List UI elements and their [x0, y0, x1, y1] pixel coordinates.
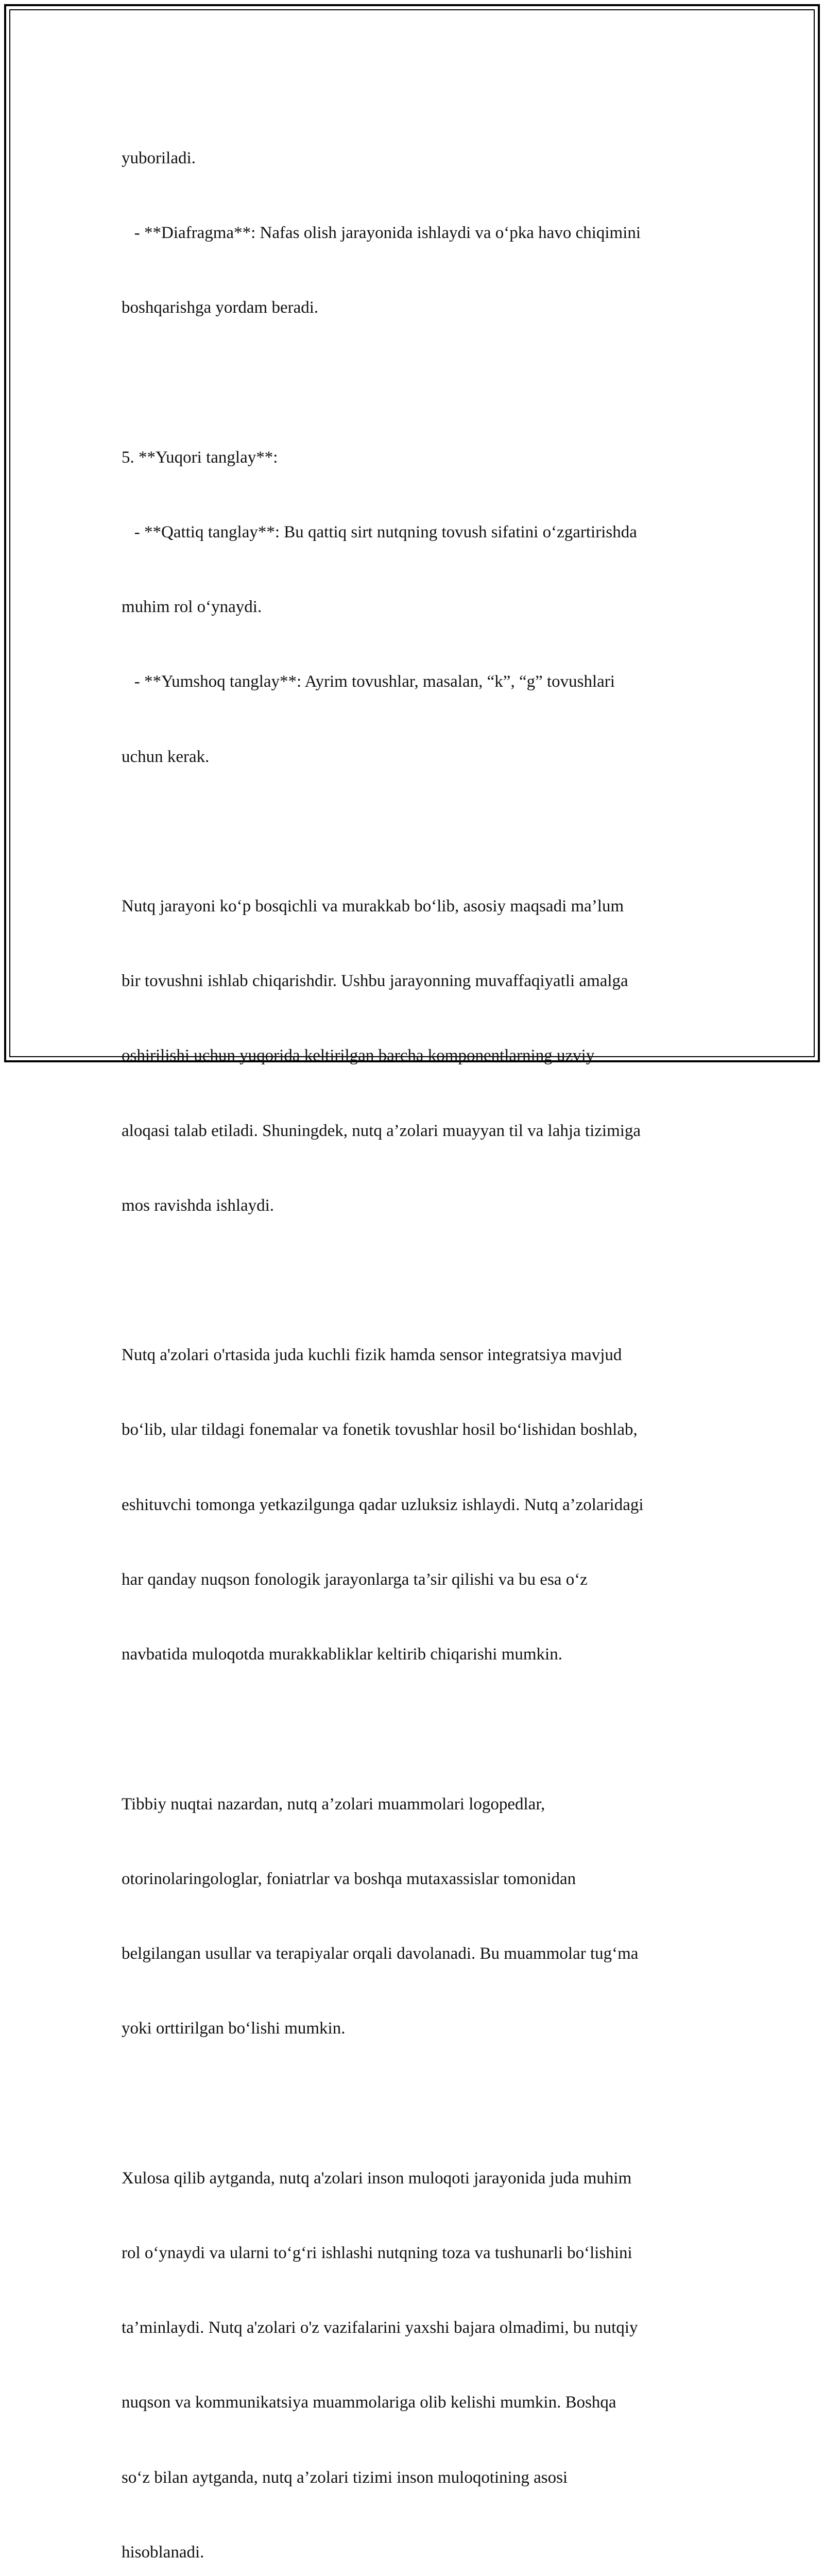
text-line: Xulosa qilib aytganda, nutq a'zolari inson muloqoti jarayonida juda muhim — [122, 2168, 632, 2188]
text-line: eshituvchi tomonga yetkazilgunga qadar uzluksiz ishlaydi. Nutq a’zolaridagi — [122, 1495, 644, 1514]
paragraph-nutq-jarayoni — [122, 844, 703, 1268]
text-line: Nutq a'zolari o'rtasida juda kuchli fizik hamda sensor integratsiya mavjud — [122, 1346, 622, 1365]
text-line: rol o‘ynaydi va ularni to‘g‘ri ishlashi nutqning toza va tushunarli bo‘lishini — [122, 2243, 632, 2262]
text-line: hisoblanadi. — [122, 2543, 204, 2562]
text-line: belgilangan usullar va terapiyalar orqali davolanadi. Bu muammolar tug‘ma — [122, 1944, 639, 1963]
document-body — [122, 96, 703, 2576]
text-line: ta’minlaydi. Nutq a'zolari o'z vazifalarini yaxshi bajara olmadimi, bu nutqiy — [122, 2318, 638, 2337]
paragraph-integratsiya — [122, 1293, 703, 1717]
text-line: so‘z bilan aytganda, nutq a’zolari tizimi inson muloqotining asosi — [122, 2468, 568, 2487]
text-line: muhim rol o‘ynaydi. — [122, 598, 262, 617]
text-line: Nutq jarayoni ko‘p bosqichli va murakkab bo‘lib, asosiy maqsadi ma’lum — [122, 896, 624, 916]
text-line: oshirilishi uchun yuqorida keltirilgan barcha komponentlarning uzviy — [122, 1046, 595, 1065]
paragraph-diafragma — [122, 96, 703, 370]
text-line: Tibbiy nuqtai nazardan, nutq a’zolari muammolari logopedlar, — [122, 1794, 545, 1814]
text-line: 5. **Yuqori tanglay**: — [122, 448, 278, 467]
text-line: - **Qattiq tanglay**: Bu qattiq sirt nutqning tovush sifatini o‘zgartirishda — [122, 522, 637, 541]
text-line: aloqasi talab etiladi. Shuningdek, nutq a’zolari muayyan til va lahja tizimiga — [122, 1121, 641, 1140]
text-line: yoki orttirilgan bo‘lishi mumkin. — [122, 2019, 346, 2038]
text-line: nuqson va kommunikatsiya muammolariga olib kelishi mumkin. Boshqa — [122, 2393, 616, 2412]
text-line: navbatida muloqotda murakkabliklar keltirib chiqarishi mumkin. — [122, 1645, 562, 1664]
paragraph-xulosa — [122, 2116, 703, 2576]
paragraph-tibbiy — [122, 1742, 703, 2091]
text-line: otorinolaringologlar, foniatrlar va boshqa mutaxassislar tomonidan — [122, 1869, 576, 1888]
text-line: har qanday nuqson fonologik jarayonlarga ta’sir qilishi va bu esa o‘z — [122, 1570, 588, 1589]
text-line: - **Diafragma**: Nafas olish jarayonida ishlaydi va o‘pka havo chiqimini — [122, 224, 641, 243]
text-line: - **Yumshoq tanglay**: Ayrim tovushlar, masalan, “k”, “g” tovushlari — [122, 672, 615, 691]
text-line: yuboriladi. — [122, 148, 196, 167]
paragraph-yuqori-tanglay — [122, 395, 703, 819]
text-line: bo‘lib, ular tildagi fonemalar va fonetik tovushlar hosil bo‘lishidan boshlab, — [122, 1420, 638, 1439]
text-line: boshqarishga yordam beradi. — [122, 298, 319, 317]
text-line: mos ravishda ishlaydi. — [122, 1196, 274, 1215]
text-line: bir tovushni ishlab chiqarishdir. Ushbu jarayonning muvaffaqiyatli amalga — [122, 972, 628, 991]
text-line: uchun kerak. — [122, 747, 210, 766]
